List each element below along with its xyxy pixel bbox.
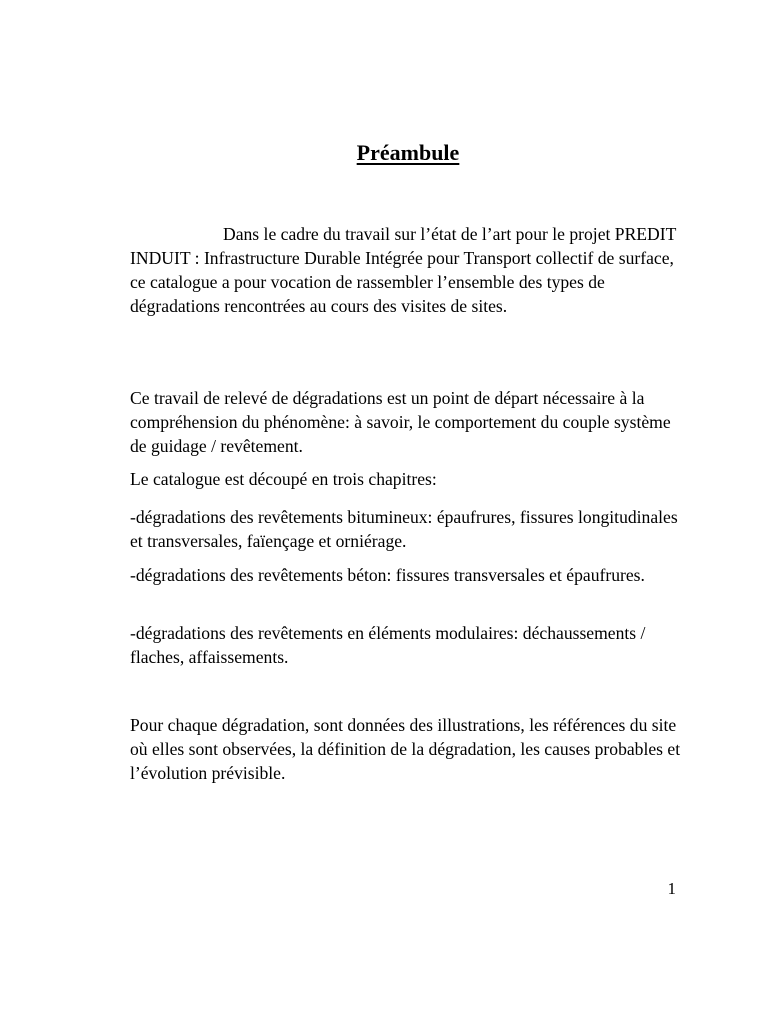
list-item-bituminous: -dégradations des revêtements bitumineux: épaufrures, fissures longitudinales et transversales, faïençage et orniérage.: [130, 507, 678, 551]
paragraph-introduction: Dans le cadre du travail sur l’état de l’art pour le projet PREDIT INDUIT : Infrastructure Durable Intégrée pour Transport collectif de surface, ce catalogue a pour vocation de rassembler l’ensemble des types de dégradations rencontrées au cours des visites de sites.: [130, 224, 677, 316]
paragraph-chapters-intro: Le catalogue est découpé en trois chapitres:: [130, 469, 437, 489]
paragraph-purpose: Ce travail de relevé de dégradations est un point de départ nécessaire à la compréhension du phénomène: à savoir, le comportement du couple système de guidage / revêtement.: [130, 388, 671, 456]
page-number: 1: [667, 879, 676, 898]
list-item-concrete: -dégradations des revêtements béton: fissures transversales et épaufrures.: [130, 565, 645, 585]
paragraph-conclusion: Pour chaque dégradation, sont données des illustrations, les références du site où elles sont observées, la définition de la dégradation, les causes probables et l’évolution prévisible.: [130, 715, 681, 783]
page-title: Préambule: [356, 140, 460, 165]
list-item-modular: -dégradations des revêtements en éléments modulaires: déchaussements / flaches, affaissements.: [130, 623, 646, 667]
